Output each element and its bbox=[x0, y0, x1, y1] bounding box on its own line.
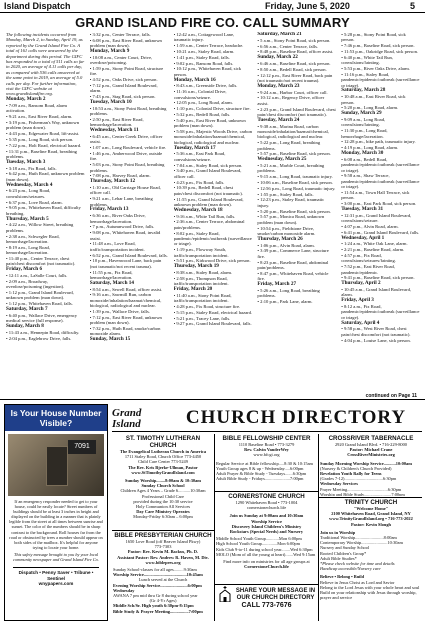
incident-entry: • 9:16 a.m., Sawmill Run, carbon monoxide/inhalation/hazmat/chemical, biological, radiological and nuclear. bbox=[89, 292, 162, 309]
house-number-plate: 7091 bbox=[68, 440, 96, 454]
incident-entry: • 5:36 a.m., East Park Road, convulsions/seizure. bbox=[173, 151, 226, 162]
summary-column bbox=[6, 32, 85, 400]
church-name: CORNERSTONE CHURCH bbox=[228, 493, 305, 500]
incident-entry: • 9:27 p.m., Grand Island Boulevard, falls. bbox=[173, 321, 252, 327]
page-header bbox=[0, 0, 425, 13]
church-pastor: The Rev. Kris Bjerke-Ullman, Pastor bbox=[128, 464, 198, 470]
incident-entry: • 1:46 p.m., Amberwood Drive, outside fire. bbox=[89, 151, 163, 162]
service-line: Worship Service bbox=[251, 518, 282, 524]
church-crossriver bbox=[320, 435, 422, 496]
church-pastor: Pastor: Rev. Kevin M. Backus, Ph. D. bbox=[127, 549, 199, 555]
service-line: Worship Service.......................................10:45am bbox=[113, 572, 203, 578]
service-line: MOLO (Mom of all the young at heart).......Wed 9:15am bbox=[216, 551, 316, 557]
paper-name: Island Dispatch bbox=[4, 1, 71, 11]
day-heading: Sunday, March 22 bbox=[257, 54, 298, 61]
church-st-timothy bbox=[113, 435, 213, 529]
incident-entry: • 7:12 p.m., Grand Island Boulevard, alarm. bbox=[89, 83, 158, 94]
incident-entry: • 5:22 p.m., Long Road, breathing problems. bbox=[257, 140, 321, 151]
church-assistant-pastor: Assistant Pastor: Rev. Andrew R. Haven, M. Div. bbox=[117, 554, 209, 560]
day-heading: Friday, March 20 bbox=[173, 286, 213, 292]
incident-entry: • 11:55 p.m., Grand Island Boulevard, unknown problem (man down). bbox=[173, 196, 244, 207]
incident-entry: • 7:08 p.m., Harvey Road, alarm. bbox=[89, 173, 151, 179]
incident-entry: • 10:53 a.m., Stony Point Road, breathing problems. bbox=[89, 105, 167, 117]
incident-entry: • 5:57 p.m., Baseline Road, sick person. bbox=[257, 151, 331, 157]
church-address: 2920 Grand Island Blvd. • 716-229-8000 bbox=[334, 442, 408, 447]
incident-entry: • 10:45 a.m., Grand Island Boulevard, alarm. bbox=[341, 287, 412, 298]
incident-entry: • 3:19 p.m., Fisherman's Way, unknown problem (man down). bbox=[6, 120, 80, 131]
church-name: CROSSRIVER TABERNACLE bbox=[328, 435, 414, 442]
incident-entry: • 9:58 p.m., West River Road, chest pain/chest discomfort (not traumatic). bbox=[341, 326, 411, 337]
incident-entry: • 7:32 p.m., Huth Road, smoke/carbon monoxide alarm. bbox=[89, 326, 161, 337]
continued-note: continued on Page 11 bbox=[365, 393, 417, 399]
summary-column bbox=[257, 32, 336, 400]
incident-entry: • 1:19 p.m., Flowway South, traffic/transportation incident. bbox=[173, 247, 229, 258]
service-line: Holy Communion All Services bbox=[135, 504, 191, 510]
service-line: Revelation Youth Rally for Teens bbox=[320, 471, 382, 477]
incident-entry: • 11:54 a.m., Town Hall Terrace, sick person. bbox=[341, 190, 410, 201]
incident-entry: • 9:09 a.m., Long Road, convulsions/fainting. bbox=[341, 117, 386, 128]
incident-entry: • 8:02 p.m., Staley Road, pandemic/epidemic/outbreak (surveillance or triage). bbox=[173, 230, 252, 247]
incident-entry: • 6:08 p.m., East River Road, unknown problem (man down). bbox=[89, 37, 162, 49]
house-number-ad bbox=[4, 404, 108, 621]
incident-entry: • 11:43 a.m., Hennepin Road, difficulty. bbox=[6, 329, 80, 335]
summary-intro: The following incidents occurred from Monday, March 2, to Sunday, April 19, as reported by the Grand Island Fire Co. A total of 161 calls were answered by the department during this period. The GIFC has responded to a total of 511 calls so far in 2020, an average of 4.11 calls per day, as compared with 536 calls answered at the same point in 2019, an average of 5.0 calls per day. For further information, visit the GIFC website at www.grandislandfire.org. bbox=[6, 32, 85, 97]
service-line: Children Ages 4 Years – Grade 6...........10:30am bbox=[120, 488, 206, 494]
incident-entry: • 5:53 p.m., River Oaks Drive, alarm. bbox=[341, 66, 411, 71]
service-line: (Gr 4-Yr Ages) bbox=[149, 598, 177, 604]
day-heading: Sunday, March 8 bbox=[6, 323, 44, 330]
service-line: Youth Group ages 8 & up - Wednesday.....6:00pm bbox=[216, 465, 304, 471]
service-line: Contemporary Worship........................10:30am bbox=[320, 540, 403, 546]
incident-entry: • 2:36 a.m., Center Terrace, abdominal pain/problems. bbox=[173, 219, 245, 230]
incident-entry: • 11:53 p.m., Oakridge Road, sick person. bbox=[341, 49, 419, 54]
service-line: Believe in Jesus Christ as Lord and Savior bbox=[320, 579, 395, 585]
church-bible-fellowship bbox=[216, 435, 317, 490]
incident-entry: • 1:10 a.m., Old Carriage House Road, officer call. bbox=[89, 185, 161, 196]
call-summary-columns bbox=[6, 32, 420, 400]
incident-entry: • 7:22 p.m., Holt Road, electrical hazard. bbox=[6, 142, 82, 148]
service-line: Wednesday Services bbox=[320, 481, 358, 487]
incident-entry: • 5 a.m., Stony Point Road, sick person. bbox=[257, 37, 331, 43]
incident-entry: • 6:08 a.m., Bedell Road, pandemic/epidemic/outbreak (surveillance or triage). bbox=[341, 156, 420, 173]
service-line: Sunday Church School bbox=[141, 483, 185, 489]
service-line: Rockstars (Special Needs) and Nursery bbox=[229, 529, 304, 535]
incident-entry: • 11:16 p.m., Staley Road, pandemic/epidemic/outbreak (surveillance or triage). bbox=[341, 71, 420, 88]
incident-entry: • 12:42 a.m., Cottagewood Lane, traumatic injury. bbox=[173, 32, 235, 43]
service-line: Bible Study & Prayer Meeting.................7:00pm bbox=[113, 608, 203, 614]
summary-column bbox=[341, 32, 420, 400]
incident-entry: • 1:06 p.m., Alvin Road, alarm. bbox=[257, 242, 315, 248]
incident-entry: • 1:39 p.m., Wallace Drive, falls. bbox=[89, 309, 150, 315]
incident-entry: • 6:46 a.m., Baseline Road, sick person. bbox=[257, 60, 331, 66]
incident-entry: • 5:20 p.m., Baseline Road, sick person. bbox=[257, 208, 331, 214]
incident-entry: • 9:15 a.m., Long Road, traumatic injury. bbox=[257, 174, 333, 180]
incident-entry: • 8:43 a.m., Greenside Drive, falls. bbox=[173, 83, 238, 89]
service-line: Join us in Worship bbox=[320, 529, 356, 535]
incident-entry: • 8:47 p.m., Whitehaven Road, vehicle fire. bbox=[257, 270, 329, 282]
row-divider bbox=[215, 584, 318, 585]
incident-entry: • 8:12 a.m., Fix Road, pandemic/epidemic/outbreak (surveillance or triage). bbox=[341, 304, 420, 320]
sponsor-logo bbox=[13, 567, 99, 586]
incident-entry: • 4:19 p.m., Long Road, alarm. bbox=[341, 145, 399, 151]
incident-entry: • 1:12 p.m., Whitehaven Road, falls. bbox=[6, 301, 73, 307]
incident-entry: • 1:41 p.m., Staley Road, falls. bbox=[173, 54, 230, 60]
incident-entry: • 11:55 p.m., Fix Road, hemorrhage/laceration. bbox=[89, 269, 133, 281]
service-line: Find more info on ministries for all age groups at bbox=[223, 559, 310, 565]
incident-entry: • 9:21 a.m., Lehar Lane, breathing problems. bbox=[89, 196, 153, 207]
day-heading: Wednesday, April 1 bbox=[341, 234, 385, 241]
incident-entry: • 6:41 p.m., Grand Island Boulevard, falls. bbox=[341, 229, 420, 235]
church-directory bbox=[112, 404, 422, 621]
service-line: Adult Prayer & Bible Study - Tuesdays.......6:30pm bbox=[216, 471, 307, 477]
church-subtitle: "Welcome Home" bbox=[353, 506, 389, 511]
row-divider bbox=[319, 497, 422, 498]
service-line: Sunday Morning Worship Service...........10:00am bbox=[320, 460, 412, 466]
incident-entry: • 3:39 p.m., Commerce Lane, structure fire. bbox=[257, 248, 329, 259]
incident-entry: • 11:31 p.m., Baseline Road, breathing problems. bbox=[6, 148, 77, 160]
incident-entry: • 10:12 a.m., Regency Drive, officer assist. bbox=[257, 95, 325, 106]
incident-entry: • 5:51 p.m., Kirkwood Drive, sick person. bbox=[173, 258, 251, 264]
directory-title: CHURCH DIRECTORY bbox=[185, 407, 407, 428]
service-line: Middle School Youth Group............Mon 6:00pm bbox=[216, 536, 302, 542]
church-subtitle: The Evangelical Lutheran Church in America bbox=[119, 449, 207, 454]
incident-entry: • 6:37 p.m., Love Road, alarm. bbox=[6, 199, 63, 205]
day-heading: Thursday, March 12 bbox=[89, 178, 136, 185]
row-divider bbox=[112, 530, 214, 531]
incident-entry: • 2:58 p.m., Thompson Road, traffic/transportation incident. bbox=[173, 275, 229, 287]
column-divider bbox=[318, 434, 319, 621]
incident-entry: • 11:16 a.m., Colonial Drive, convulsions/seizure. bbox=[173, 89, 227, 100]
incident-entry: • 8:19 a.m., Long Road, hemorrhage/laceration. bbox=[6, 244, 50, 256]
door-shape bbox=[46, 446, 68, 486]
day-heading: Wednesday, March 18 bbox=[173, 206, 223, 213]
service-line: Traditional Worship..........................8:00am bbox=[320, 535, 397, 541]
day-heading: Saturday, March 7 bbox=[6, 306, 48, 313]
incident-entry: • 2:09 a.m., Broadway, overdose/poisoning (ingestion). bbox=[6, 278, 65, 290]
page-number: 5 bbox=[410, 1, 416, 11]
day-heading: Thursday, March 26 bbox=[257, 235, 303, 242]
church-pastor: Rev. Calvin VanderWey bbox=[244, 447, 289, 453]
incident-entry: • 8:23 p.m., Baseline Road, abdominal pain/problems. bbox=[257, 259, 329, 270]
incident-entry: • 9:41 p.m., Baseline Road, sick person. bbox=[341, 275, 415, 281]
incident-entry: • 4:28 p.m., Fix Road, structure fire. bbox=[173, 304, 241, 309]
incident-entry: • 2:38 a.m., Schwegler Road, hemorrhage/laceration. bbox=[6, 233, 60, 245]
incident-entry: • 5:35 p.m., Long Road, sick person. bbox=[6, 137, 74, 143]
directory-header bbox=[112, 404, 422, 432]
incident-entry: • 5:57 p.m., Monica Road, unknown problem (man down). bbox=[257, 214, 325, 225]
day-heading: Sunday, March 15 bbox=[89, 336, 131, 343]
church-address: 1290 Whitehaven Road • 773-1004 bbox=[235, 500, 298, 505]
service-line: Day Care Ministry Operates bbox=[136, 509, 190, 515]
divider bbox=[0, 399, 425, 400]
church-phone: 773-7303 bbox=[154, 544, 172, 550]
incident-entry: • 1:24 a.m., White Oak Lane, alarm. bbox=[341, 241, 408, 247]
share-line-1: SHARE YOUR MESSAGE IN bbox=[235, 587, 316, 594]
ad-note: This safety message brought to you by your local community newspaper and Grand Island Fire Co. bbox=[13, 551, 99, 563]
incident-entry: • 5:28 p.m., Stony Point Road, sick person. bbox=[341, 32, 406, 43]
incident-entry: • 9:24 a.m., Harbor Court, officer call. bbox=[257, 89, 328, 95]
incident-entry: • 12:11 a.m., LaSalle Court, falls. bbox=[6, 273, 68, 279]
share-line-2: OUR CHURCH DIRECTORY bbox=[236, 594, 315, 601]
day-heading: Saturday, March 28 bbox=[341, 87, 386, 94]
incident-entry: • 2:50 p.m., East River Road, hemorrhage/laceration. bbox=[89, 117, 144, 128]
church-address: 2100 Whitehaven Road, Grand Island, NY bbox=[331, 511, 411, 517]
service-line: High School Youth Group..............Mon 6:00pm bbox=[216, 541, 301, 547]
column-divider bbox=[214, 434, 215, 621]
church-icon bbox=[218, 586, 232, 603]
summary-column bbox=[174, 32, 253, 400]
day-heading: Monday, March 23 bbox=[257, 82, 300, 89]
incident-entry: • 7:52 p.m., East River Road, pandemic/epidemic. bbox=[341, 264, 395, 275]
church-address: 1650 Love Road (off Beaver Island Pkwy) bbox=[125, 539, 201, 544]
incident-entry: • 4:07 p.m., Alvin Road, alarm. bbox=[341, 224, 399, 230]
incident-entry: • 5:58 p.m., Majestic Woods Drive, carbon monoxide/inhalation/hazmat/chemical, biological, radiological and nuclear. bbox=[173, 128, 253, 145]
incident-entry: • 5:21 p.m., Tracey Lane, falls. bbox=[173, 315, 231, 321]
day-heading: Thursday, March 5 bbox=[6, 215, 49, 222]
church-web[interactable]: www.TrinityGrandIsland.org • 716-773-2022 bbox=[329, 516, 413, 522]
incident-entry: • 6:42 p.m., Huth Road, unknown problem (man down). bbox=[6, 171, 85, 182]
service-line: Worship and Bible Study.........................7:00pm bbox=[320, 491, 405, 496]
day-heading: Tuesday, March 31 bbox=[341, 206, 384, 213]
incident-entry: • 12:05 p.m., Long Road, alarm. bbox=[173, 100, 233, 106]
church-web[interactable]: www.StTimothyGrandIsland.com bbox=[131, 469, 195, 475]
incident-entry: • 3:40 p.m., Grand Island Boulevard, officer call. bbox=[173, 168, 242, 179]
incident-entry: • 10:06 a.m., Baseline Road, sick person. bbox=[257, 179, 333, 185]
incident-entry: • 11:40 p.m., Center Terrace, chest pain/chest discomfort (not traumatic). bbox=[6, 256, 76, 267]
church-name: BIBLE PRESBYTERIAN CHURCH bbox=[114, 532, 212, 539]
incident-entry: • 5:26 a.m., Long Road, breathing problems. bbox=[257, 287, 320, 299]
day-heading: Monday, March 9 bbox=[89, 48, 130, 54]
service-line: Nursery and Sunday School bbox=[320, 545, 370, 551]
day-heading: Friday, March 13 bbox=[89, 206, 129, 213]
service-line: Adult Bible Study - Fridays.......................7:00pm bbox=[216, 476, 304, 482]
church-trinity bbox=[320, 499, 422, 621]
church-web[interactable]: www.bfcgi.org bbox=[253, 452, 280, 458]
incident-entry: • 4:22 a.m., Willow Street, breathing problems. bbox=[6, 222, 74, 233]
incident-entry: • 3:00 p.m., East Park Road, sick person. bbox=[341, 201, 417, 207]
share-message-ad bbox=[216, 586, 317, 621]
incident-entry: • 3:18 a.m., Fix Road, falls. bbox=[6, 165, 57, 171]
incident-entry: • 4:43 p.m., Edgewater Road, lift-assist. bbox=[6, 131, 80, 137]
church-name: ST. TIMOTHY LUTHERAN CHURCH bbox=[125, 435, 201, 449]
incident-entry: • 12:56 p.m., Long Road, traumatic injury. bbox=[257, 185, 336, 191]
incident-entry: • 7:04 a.m., Staley Road, sick person. bbox=[173, 162, 243, 168]
day-heading: Saturday, March 14 bbox=[89, 279, 134, 286]
incident-entry: • 6:23 p.m., Long Road, convulsions/seizures. bbox=[6, 188, 51, 199]
incident-entry: • 2:04 p.m., Eaglebrow Drive, falls. bbox=[6, 335, 72, 341]
directory-grid bbox=[112, 434, 422, 621]
day-heading: Thursday, April 2 bbox=[341, 280, 381, 287]
church-web-secondary[interactable]: CornerstoneChurch.life bbox=[244, 564, 289, 570]
church-web[interactable]: cornerstonechurch.life bbox=[246, 505, 287, 511]
summary-column bbox=[90, 32, 169, 400]
church-name: TRINITY CHURCH bbox=[344, 499, 398, 506]
church-bible-presbyterian bbox=[113, 532, 213, 621]
issue-date: Friday, June 5, 2020 bbox=[265, 1, 350, 11]
incident-entry: • 10 p.m., Havenwood Lane, back pain (not traumatic/not recent trauma). bbox=[89, 258, 162, 269]
day-heading: Wednesday, March 25 bbox=[257, 156, 307, 163]
service-line: Build on your relationship with Jesus through worship, prayer and service bbox=[320, 590, 417, 601]
service-line: Adult Bible Studies* bbox=[320, 555, 357, 561]
service-line: Evening Worship Service.........................6:00pm bbox=[113, 582, 202, 588]
church-pastor: Pastor: Kevin Slough bbox=[350, 521, 391, 527]
day-heading: Tuesday, March 17 bbox=[173, 144, 216, 151]
church-address: 1711 Staley Road, Church Office 773-4450 bbox=[124, 454, 202, 460]
incident-entry: • 6:40 p.m., Wallace Drive, emergency medical service (full response). bbox=[6, 312, 78, 324]
incident-entry: • 12:12 p.m., East River Road, back pain (not traumatic/not recent trauma). bbox=[257, 72, 333, 83]
day-heading: Wednesday, March 11 bbox=[89, 127, 139, 134]
directory-brand: Grand Island bbox=[112, 407, 142, 430]
incident-entry: • 8:54 a.m., Sewell Road, officer assist. bbox=[89, 286, 163, 292]
incident-entry: • 10:39 p.m., Bedell Road, chest pain/chest discomfort (not traumatic). bbox=[173, 185, 243, 196]
incident-entry: • 9:58 a.m., Shaw Terrace, pandemic/epidemic/outbreak (surveillance or triage). bbox=[341, 173, 420, 190]
incident-entry: • 8:50 a.m., Bedell Road, sick person. bbox=[257, 66, 327, 72]
incident-entry: • 4:04 p.m., Louise Lane, sick person. bbox=[341, 337, 411, 343]
service-line: Wednesday bbox=[113, 587, 135, 593]
incident-entry: • 1:10 p.m., Colonial Drive, structure fire. bbox=[173, 106, 251, 112]
incident-entry: • 1:12 p.m., Grand Island Boulevard, unknown problem (man down). bbox=[6, 290, 74, 301]
article-title: GRAND ISLAND FIRE CO. CALL SUMMARY bbox=[75, 15, 350, 30]
church-name: BIBLE FELLOWSHIP CENTER bbox=[222, 435, 311, 442]
service-line: Join us Sunday at 9:00am and 10:30am bbox=[229, 513, 304, 519]
day-heading: Monday, March 2 bbox=[6, 96, 46, 103]
incident-entry: • 3:32 p.m., Center Terrace, falls. bbox=[89, 32, 151, 37]
day-heading: Friday, March 6 bbox=[6, 266, 43, 273]
church-pastor: Pastor: Michael Crane bbox=[349, 447, 393, 453]
service-line: Lunch served at the Church bbox=[138, 577, 188, 583]
incident-entry: • 7:43 p.m., Stag Road, sick person. bbox=[89, 94, 156, 100]
incident-entry: • 6:45 a.m., Center Creek Drive, officer assist. bbox=[89, 134, 163, 145]
church-web[interactable]: CrossRiverMinistries.org bbox=[347, 452, 395, 458]
day-heading: Tuesday, March 3 bbox=[6, 158, 46, 165]
incident-entry: • 10:21 a.m., Staley Road, alarm. bbox=[173, 49, 235, 54]
incident-entry: • 10:12 p.m., Whitehaven Road, sick person. bbox=[173, 66, 242, 77]
day-heading: Thursday, March 19 bbox=[173, 263, 219, 270]
church-phone: Child Care Center 773-5249 bbox=[138, 459, 188, 465]
incident-entry: • 2:21 p.m., Baseline Road, alarm. bbox=[341, 247, 405, 253]
service-line: Sunday Worship........8:00am & 10:30am bbox=[125, 478, 201, 484]
incident-entry: • 11:48 a.m., Love Road, traffic/transportation incident. bbox=[89, 241, 145, 252]
incident-entry: • 1:07 a.m., Long Boulevard, vehicle fire. bbox=[89, 145, 167, 151]
incident-entry: • 4:57 p.m., Fix Road, convulsions/seizures/fainting. bbox=[341, 253, 396, 264]
incident-entry: • 5:15 p.m., Staley Road, electrical hazard. bbox=[173, 309, 253, 315]
incident-entry: • 7 p.m., Autumnwood Drive, falls. bbox=[89, 224, 155, 230]
incident-entry: • 9:02 p.m., Ransom Road, falls. bbox=[173, 60, 234, 66]
incident-entry: • 6:52 p.m., Grand Island Boulevard, falls. bbox=[89, 252, 168, 258]
day-heading: Wednesday, March 4 bbox=[6, 181, 53, 188]
incident-entry: • 1:55 p.m., Staley Road, falls. bbox=[257, 191, 314, 197]
incident-entry: • 5:40 p.m., East River Road, unknown problem (man down). bbox=[173, 117, 246, 129]
incident-entry: • 9:05 p.m., Whitehaven Road, difficulty breathing. bbox=[6, 205, 81, 216]
incident-entry: • 5:21 a.m., Marble Court, breathing problems. bbox=[257, 162, 325, 174]
incident-entry: • 11:40 a.m., Stony Point Road, traffic/transportation incident. bbox=[173, 292, 232, 304]
service-line: Middle Sch/Sr. High youth 6:30pm-8:15pm bbox=[113, 603, 194, 609]
church-web[interactable]: www.biblepres.org bbox=[145, 559, 181, 565]
service-line: Believe • Belong • Build bbox=[320, 574, 365, 580]
incident-entry: • 2:10 p.m., Park Lane, alarm. bbox=[257, 298, 313, 304]
service-line: Prayer Meeting.....................................6:30pm bbox=[320, 486, 402, 492]
incident-entry: • 7:09 a.m., Ransom Road, alarm activation. bbox=[6, 103, 67, 114]
service-line: Discovery Island Children's Ministry bbox=[231, 523, 302, 529]
service-line: Belong to the Lord Jesus with your whole heart and soul bbox=[320, 584, 420, 590]
sponsor-url: wnypapers.com bbox=[38, 580, 74, 586]
day-heading: Friday, March 27 bbox=[257, 280, 297, 287]
ad-body: If an emergency responder needed to get to your house, could he easily locate? Street numbers of buildings should be at least 3 inches in height and displayed on the building in a manner that is plainly legible from the street at all times between sunrise and sunset. The color of the numbers should be in sharp contrast to the background. Roll houses far from the road or obstructed by trees a number should appear on both sides of the mailbox. It's helpful for anyone trying to locate your home. bbox=[9, 499, 103, 550]
incident-entry: • 10:48 a.m., East River Road, sick person. bbox=[341, 94, 406, 105]
row-divider bbox=[215, 491, 318, 492]
incident-entry: • 8:48 p.m., Baseline Road, officer assist. bbox=[257, 49, 334, 55]
service-line: Monday-Friday 6:30am – 6:00pm bbox=[133, 514, 193, 520]
incident-entry: • 6:36 a.m., River Oaks Drive, hemorrhage/laceration. bbox=[89, 213, 146, 224]
incident-entry: • 12:23 p.m., Staley Road, traumatic injury. bbox=[257, 197, 325, 208]
day-heading: Monday, March 30 bbox=[341, 150, 384, 156]
day-heading: Sunday, March 29 bbox=[341, 110, 382, 117]
service-line: Handicap accessible/Nursery care bbox=[320, 566, 381, 572]
day-heading: Friday, April 3 bbox=[341, 297, 374, 304]
incident-entry: • 10:54 p.m., Fieldstone Drive, smoke/carbon monoxide alarm. bbox=[257, 225, 316, 236]
incident-entry: • 6:40 p.m., White Tail Run, convulsions/fainting. bbox=[341, 54, 393, 66]
house-number-photo bbox=[8, 434, 104, 496]
incident-entry: • 5:20 p.m., Long Road, alarm. bbox=[341, 105, 399, 111]
incident-entry: • 2:23 p.m., Grand Island Boulevard, chest pain/chest discomfort (not traumatic). bbox=[257, 106, 336, 117]
day-heading: Saturday, March 21 bbox=[257, 32, 302, 37]
church-address: 1110 Baseline Road • 773-3279 bbox=[238, 442, 295, 447]
ad-heading: Is Your House Number Visible? bbox=[5, 405, 107, 431]
incident-entry: • 7:46 p.m., Baseline Road, sick person. bbox=[341, 43, 415, 49]
day-heading: Tuesday, March 10 bbox=[89, 99, 132, 105]
incident-entry: • 6:56 a.m., Center Terrace, falls. bbox=[257, 43, 319, 49]
incident-entry: • 11:30 p.m., Long Road, hemorrhage/laceration. bbox=[341, 128, 388, 139]
service-line: Rooted Children's Group* bbox=[320, 550, 367, 556]
incident-entry: • 12:28 p.m., bike path, traumatic injury. bbox=[341, 139, 416, 145]
service-line: *Please check website for time and details bbox=[320, 561, 395, 567]
share-phone[interactable]: CALL 773-7676 bbox=[241, 602, 292, 610]
day-heading: Monday, March 16 bbox=[173, 76, 216, 83]
incident-entry: • 1:59 a.m., Center Terrace, headache. bbox=[173, 43, 244, 49]
incident-entry: • 8:38 a.m., Staley Road, alarm. bbox=[173, 270, 233, 275]
incident-entry: • 1:59 p.m., Stony Point Road, structure fire. bbox=[89, 66, 164, 77]
incident-entry: • 7:12 p.m., East River Road, unknown problem (man down). bbox=[89, 314, 162, 326]
service-line: AWANA 7 pm mid thru Gr 8 during school year bbox=[113, 593, 198, 599]
incident-entry: • 9:08 p.m., Whitehaven Road, invalid assist. bbox=[89, 230, 161, 241]
service-line: Regular Service at Bible fellowship.....8:30 & 10:15am bbox=[216, 460, 313, 466]
incident-entry: • 4:52 p.m., Oaks Drive, sick person. bbox=[89, 77, 158, 83]
service-line: provided during the 10:30 service bbox=[133, 498, 193, 504]
incident-entry: • 9:38 a.m., Marina Road, carbon monoxide/inhalation/hazmat/chemical, biological, radiological and nuclear. bbox=[257, 123, 329, 140]
incident-entry: • 9:16 a.m., White Tail Run, falls. bbox=[173, 213, 236, 219]
incident-entry: • 5:03 p.m., Stony Point Road, breathing problems. bbox=[89, 162, 165, 173]
incident-entry: • 12:31 p.m., Grand Island Boulevard, convulsions/seizure. bbox=[341, 212, 412, 224]
sponsor-names: Dispatch • Penny Saver • Tribune • Sentinel bbox=[18, 570, 94, 581]
service-line: (Nursery & Children's Church Provided) bbox=[320, 465, 392, 471]
incident-entry: • 10:08 a.m., Center Court, Drive, overdose/poisoning. bbox=[89, 54, 153, 66]
service-line: (Grades 7-12)...................................6:30pm bbox=[320, 476, 397, 482]
incident-entry: • 9:21 a.m., East River Road, alarm. bbox=[6, 114, 73, 120]
incident-entry: • 5:32 p.m., Bedell Road, falls. bbox=[173, 111, 231, 117]
service-line: Professional Child Care bbox=[142, 493, 184, 499]
service-line: Sunday School-classes for all ages.........9:30am bbox=[113, 567, 197, 573]
day-heading: Saturday, April 4 bbox=[341, 319, 380, 326]
incident-entry: • 4:23 p.m., Fix Road, falls. bbox=[173, 179, 225, 185]
service-line: Kids Club 9-to-11 during school year........Wed 6:30pm bbox=[216, 546, 313, 552]
day-heading: Tuesday, March 24 bbox=[257, 116, 300, 123]
church-cornerstone bbox=[216, 493, 317, 583]
